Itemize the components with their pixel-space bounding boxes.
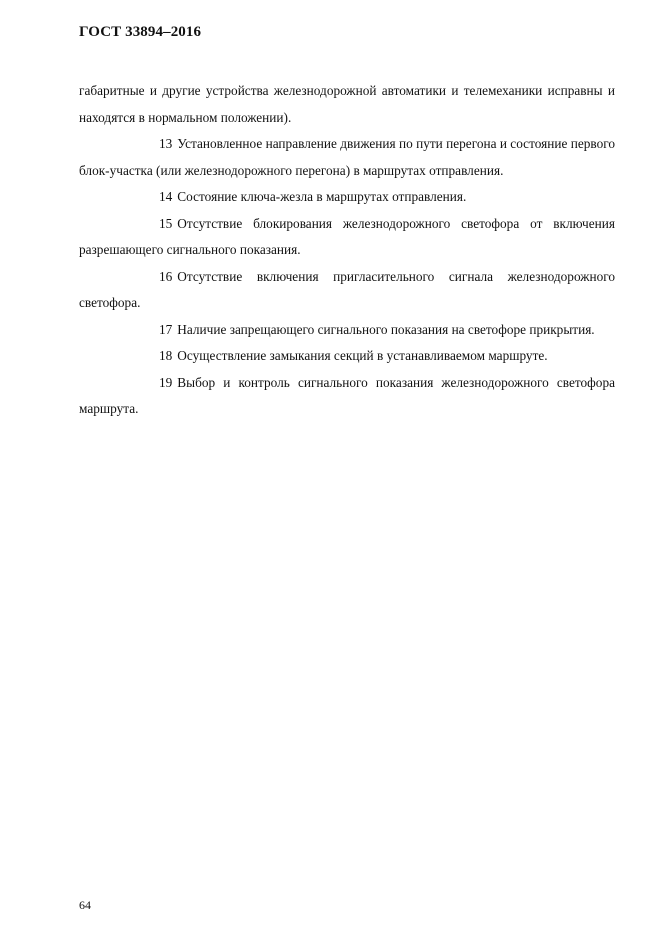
item-number: 18 bbox=[159, 348, 173, 363]
paragraph-text: Установленное направление движения по пути перегона и состояние первого блок-участка (или железнодорожного перегона) в маршрутах отправления. bbox=[79, 136, 615, 178]
continuation-paragraph bbox=[79, 78, 615, 131]
document-body bbox=[79, 78, 615, 423]
paragraph-text: габаритные и другие устройства железнодорожной автоматики и телемеханики исправны и находятся в нормальном положении). bbox=[79, 83, 615, 125]
item-number: 16 bbox=[159, 268, 173, 284]
item-number: 14 bbox=[159, 189, 173, 204]
document-header: ГОСТ 33894–2016 bbox=[79, 24, 202, 40]
paragraph-text: Состояние ключа-жезла в маршрутах отправления. bbox=[177, 189, 467, 204]
list-item-15 bbox=[79, 211, 615, 264]
list-item-13 bbox=[79, 131, 615, 184]
list-item-14 bbox=[79, 184, 615, 211]
list-item-16 bbox=[79, 264, 615, 317]
list-item-19 bbox=[79, 370, 615, 423]
paragraph-text: Выбор и контроль сигнального показания железнодорожного светофора маршрута. bbox=[79, 374, 615, 416]
paragraph-text: Отсутствие включения пригласительного сигнала железнодорожного светофора. bbox=[79, 268, 615, 310]
paragraph-text: Наличие запрещающего сигнального показания на светофоре прикрытия. bbox=[177, 321, 595, 337]
item-number: 13 bbox=[159, 136, 173, 151]
item-number: 15 bbox=[159, 215, 173, 231]
paragraph-text: Осуществление замыкания секций в устанавливаемом маршруте. bbox=[177, 348, 548, 363]
paragraph-text: Отсутствие блокирования железнодорожного светофора от включения разрешающего сигнального показания. bbox=[79, 215, 615, 257]
item-number: 19 bbox=[159, 374, 173, 390]
list-item-17 bbox=[79, 317, 615, 344]
list-item-18 bbox=[79, 343, 615, 370]
item-number: 17 bbox=[159, 321, 173, 337]
page-number: 64 bbox=[79, 898, 91, 912]
